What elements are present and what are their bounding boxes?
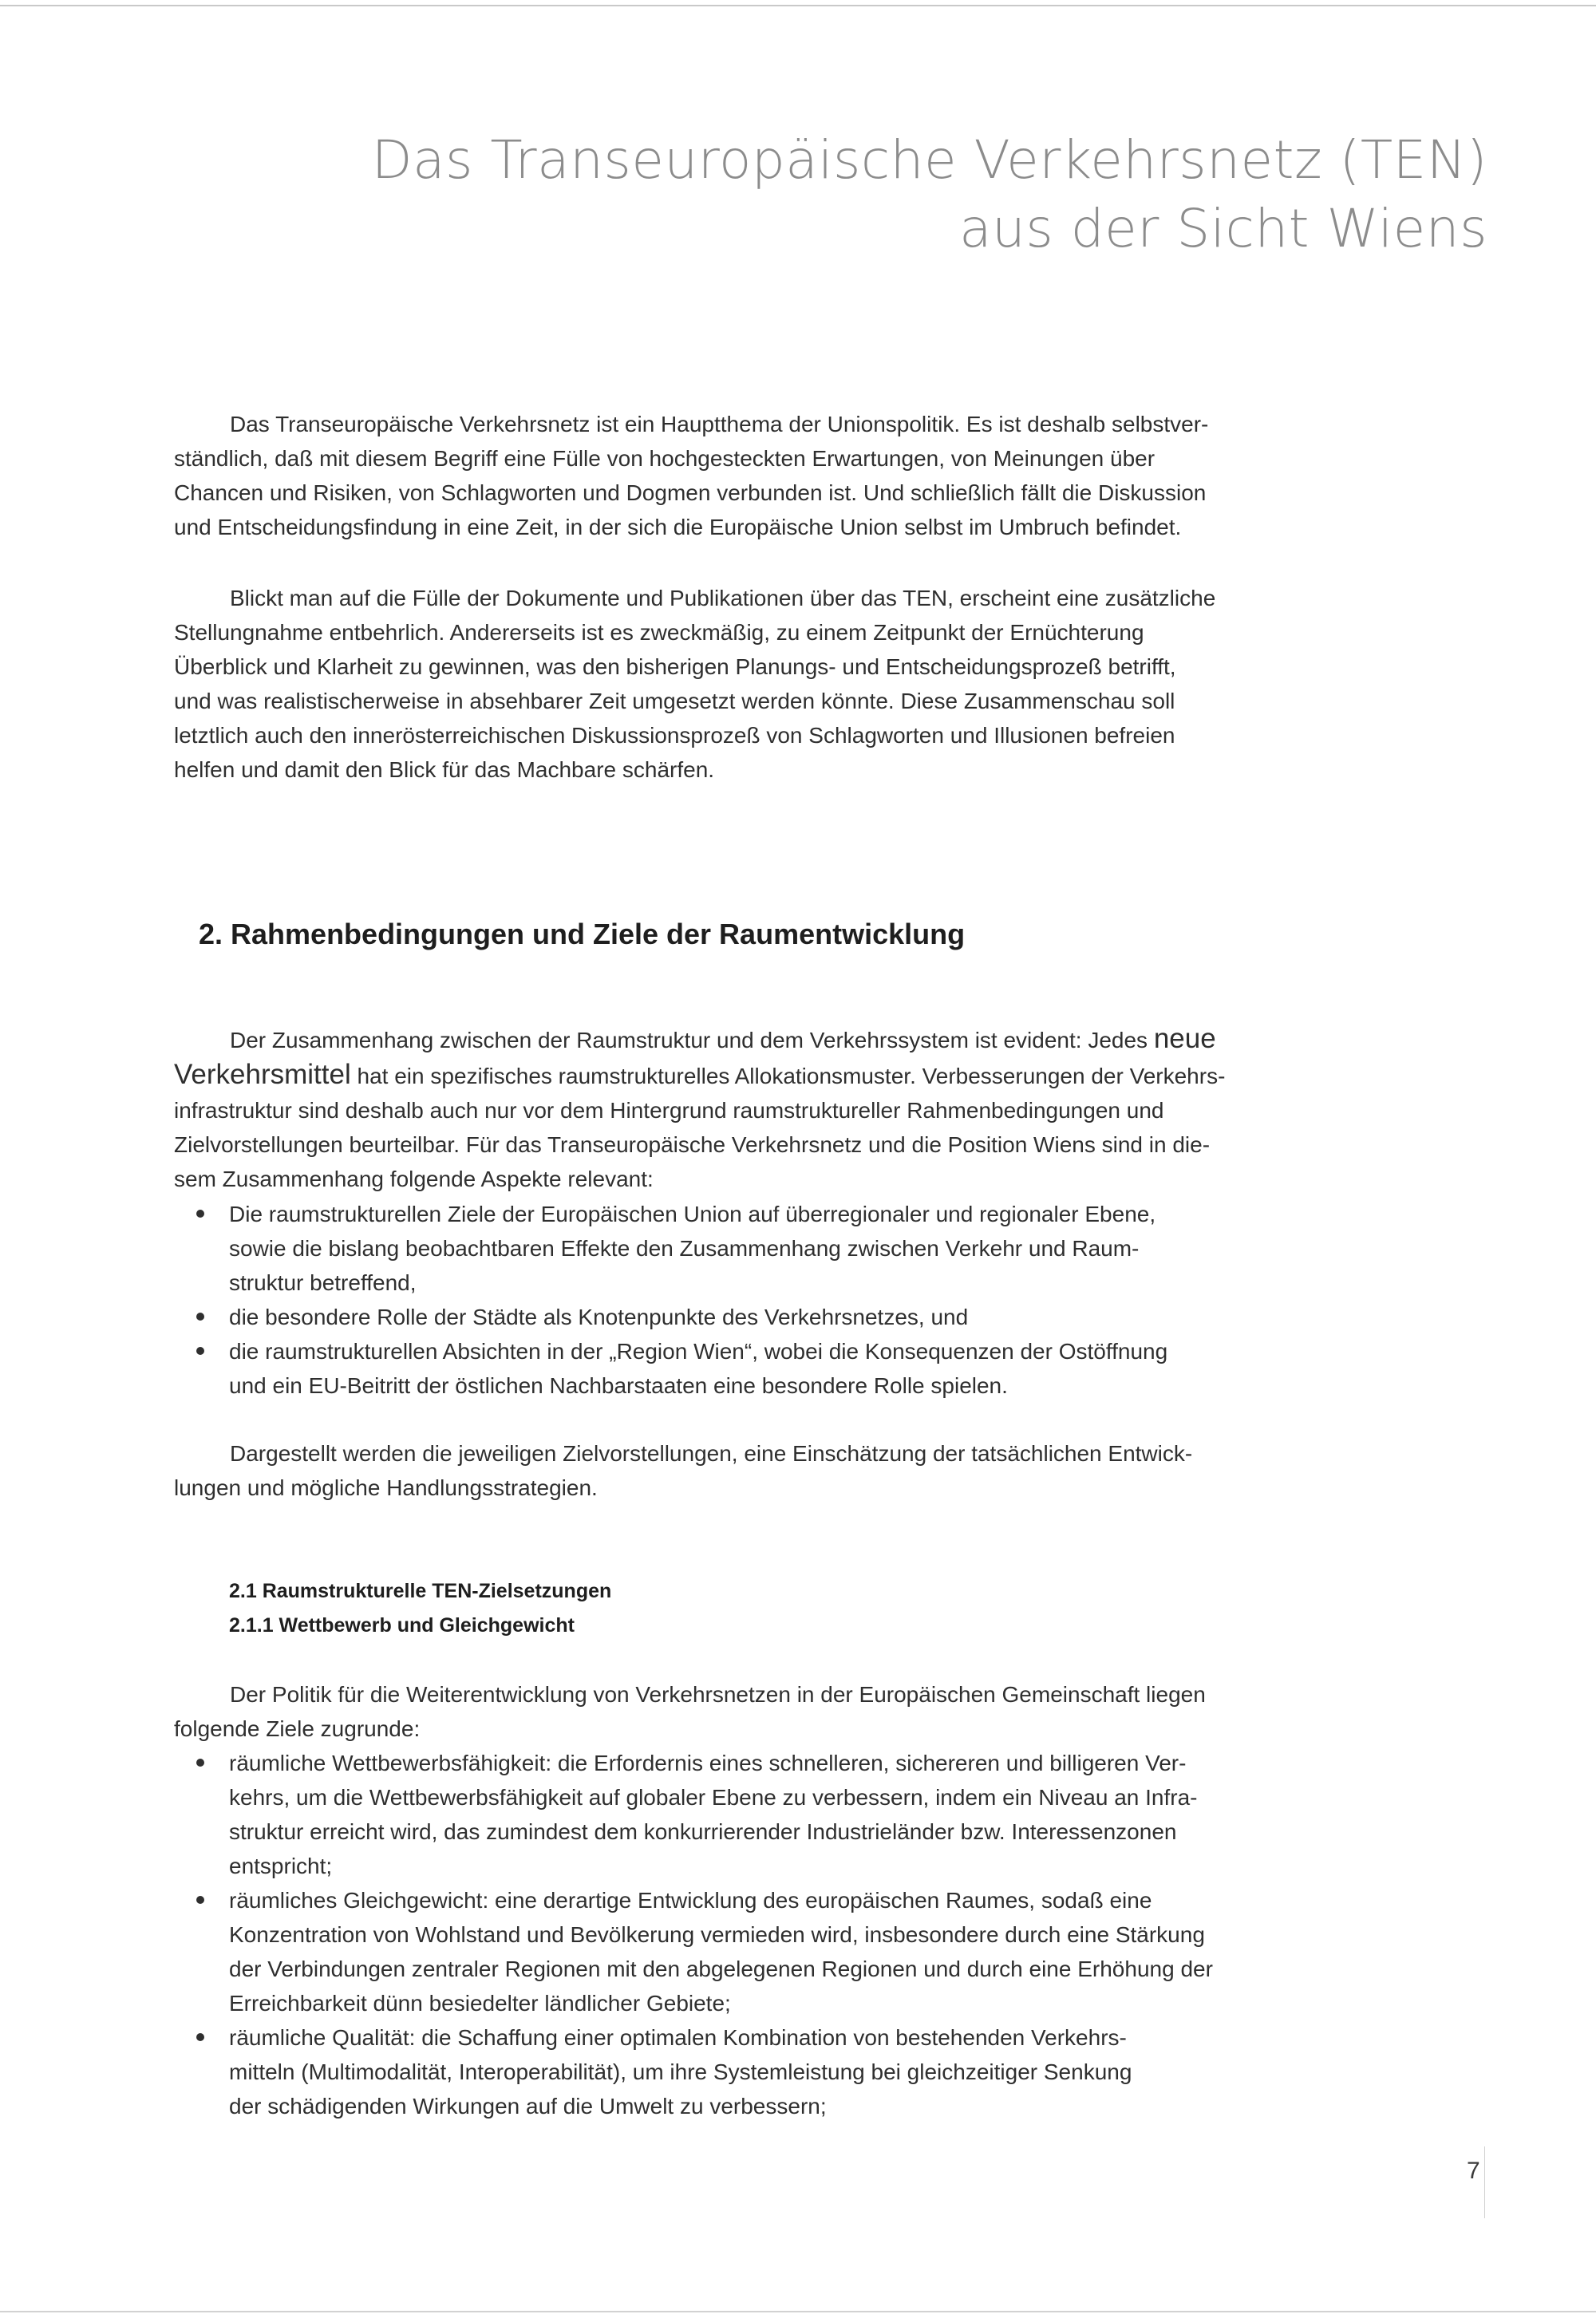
bullet-icon <box>196 2033 204 2041</box>
text-line: räumliche Qualität: die Schaffung einer optimalen Kombination von bestehenden Verkehrs- <box>229 2025 1127 2050</box>
list-item <box>174 2020 1213 2123</box>
list-item <box>174 1300 1167 1334</box>
text-line: räumliche Wettbewerbsfähigkeit: die Erfordernis eines schnelleren, sichereren und billigeren Ver- <box>229 1751 1187 1775</box>
intro-paragraph-1 <box>174 407 1208 544</box>
text-line: und was realistischerweise in absehbarer Zeit umgesetzt werden könnte. Diese Zusammenschau soll <box>174 689 1175 713</box>
bullet-icon <box>196 1347 204 1355</box>
text-line: Der Politik für die Weiterentwicklung von Verkehrsnetzen in der Europäischen Gemeinschaft liegen <box>230 1682 1206 1707</box>
list-item <box>174 1334 1167 1403</box>
text-line: lungen und mögliche Handlungsstrategien. <box>174 1475 598 1500</box>
list-item <box>174 1197 1167 1300</box>
list-item <box>174 1746 1213 1883</box>
title-line-2: aus der Sicht Wiens <box>959 198 1487 259</box>
text-fragment: Verkehrsmittel <box>174 1059 351 1090</box>
top-rule <box>0 5 1596 6</box>
section-heading: 2. Rahmenbedingungen und Ziele der Raumentwicklung <box>199 918 966 950</box>
text-line: Konzentration von Wohlstand und Bevölkerung vermieden wird, insbesondere durch eine Stärkung <box>229 1922 1205 1947</box>
bullet-icon <box>196 1896 204 1904</box>
bullet-icon <box>196 1210 204 1218</box>
text-line: mitteln (Multimodalität, Interoperabilität), um ihre Systemleistung bei gleichzeitiger Senkung <box>229 2059 1132 2084</box>
subsection-heading: 2.1 Raumstrukturelle TEN-Zielsetzungen <box>229 1580 612 1602</box>
section2-bullet-list <box>174 1197 1167 1403</box>
text-line: kehrs, um die Wettbewerbsfähigkeit auf globaler Ebene zu verbessern, indem ein Niveau an Infra- <box>229 1785 1198 1810</box>
text-line: Stellungnahme entbehrlich. Andererseits ist es zweckmäßig, zu einem Zeitpunkt der Ernüchterung <box>174 620 1144 645</box>
text-fragment: neue <box>1153 1023 1216 1054</box>
section2-paragraph-1 <box>174 1021 1225 1196</box>
text-line: sem Zusammenhang folgende Aspekte relevant: <box>174 1167 654 1191</box>
text-line: Blickt man auf die Fülle der Dokumente und Publikationen über das TEN, erscheint eine zusätzliche <box>230 586 1216 610</box>
text-line: sowie die bislang beobachtbaren Effekte den Zusammenhang zwischen Verkehr und Raum- <box>229 1236 1140 1261</box>
section2-paragraph-2 <box>174 1436 1192 1505</box>
text-line: Erreichbarkeit dünn besiedelter ländlicher Gebiete; <box>229 1991 731 2016</box>
bullet-icon <box>196 1759 204 1767</box>
text-line: und ein EU-Beitritt der östlichen Nachbarstaaten eine besondere Rolle spielen. <box>229 1373 1008 1398</box>
section211-paragraph <box>174 1677 1206 1746</box>
text-line: die besondere Rolle der Städte als Knotenpunkte des Verkehrsnetzes, und <box>229 1305 969 1329</box>
text-line: letztlich auch den innerösterreichischen Diskussionsprozeß von Schlagworten und Illusionen befreien <box>174 723 1175 748</box>
text-line: folgende Ziele zugrunde: <box>174 1716 421 1741</box>
text-line: struktur erreicht wird, das zumindest dem konkurrierender Industrieländer bzw. Interessenzonen <box>229 1819 1177 1844</box>
title-line-1: Das Transeuropäische Verkehrsnetz (TEN) <box>371 129 1487 191</box>
intro-paragraph-2 <box>174 581 1215 787</box>
text-line: räumliches Gleichgewicht: eine derartige Entwicklung des europäischen Raumes, sodaß eine <box>229 1888 1152 1913</box>
text-line: der Verbindungen zentraler Regionen mit den abgelegenen Regionen und durch eine Erhöhung der <box>229 1957 1213 1981</box>
text-line: infrastruktur sind deshalb auch nur vor dem Hintergrund raumstruktureller Rahmenbedingungen und <box>174 1098 1164 1123</box>
list-item <box>174 1883 1213 2020</box>
subsubsection-heading: 2.1.1 Wettbewerb und Gleichgewicht <box>229 1614 575 1637</box>
page-title <box>372 126 1487 263</box>
bullet-icon <box>196 1313 204 1321</box>
text-line: Zielvorstellungen beurteilbar. Für das Transeuropäische Verkehrsnetz und die Position Wiens sind in die- <box>174 1132 1211 1157</box>
text-line: entspricht; <box>229 1854 333 1878</box>
page-number: 7 <box>1467 2158 1480 2184</box>
text-line: Dargestellt werden die jeweiligen Zielvorstellungen, eine Einschätzung der tatsächlichen Entwick- <box>230 1441 1193 1466</box>
text-fragment: hat ein spezifisches raumstrukturelles Allokationsmuster. Verbesserungen der Verkehrs- <box>357 1064 1226 1088</box>
text-line: Überblick und Klarheit zu gewinnen, was den bisherigen Planungs- und Entscheidungsprozeß betrifft, <box>174 654 1176 679</box>
text-line: Die raumstrukturellen Ziele der Europäischen Union auf überregionaler und regionaler Ebene, <box>229 1202 1156 1226</box>
text-fragment: Der Zusammenhang zwischen der Raumstruktur und dem Verkehrssystem ist evident: Jedes <box>230 1028 1148 1052</box>
text-line: und Entscheidungsfindung in eine Zeit, in der sich die Europäische Union selbst im Umbruch befindet. <box>174 515 1182 539</box>
text-line <box>174 1057 1225 1093</box>
section211-bullet-list <box>174 1746 1213 2123</box>
text-line: Chancen und Risiken, von Schlagworten und Dogmen verbunden ist. Und schließlich fällt die Diskussion <box>174 480 1207 505</box>
text-line: der schädigenden Wirkungen auf die Umwelt zu verbessern; <box>229 2094 827 2119</box>
text-line: ständlich, daß mit diesem Begriff eine Fülle von hochgesteckten Erwartungen, von Meinungen über <box>174 446 1156 471</box>
text-line: helfen und damit den Blick für das Machbare schärfen. <box>174 757 715 782</box>
bottom-rule <box>0 2311 1596 2312</box>
text-line: Das Transeuropäische Verkehrsnetz ist ein Hauptthema der Unionspolitik. Es ist deshalb selbstver- <box>230 412 1209 436</box>
text-line <box>174 1021 1225 1057</box>
text-line: die raumstrukturellen Absichten in der „Region Wien“, wobei die Konsequenzen der Ostöffnung <box>229 1339 1168 1364</box>
text-line: struktur betreffend, <box>229 1270 417 1295</box>
page-number-rule <box>1484 2146 1485 2218</box>
